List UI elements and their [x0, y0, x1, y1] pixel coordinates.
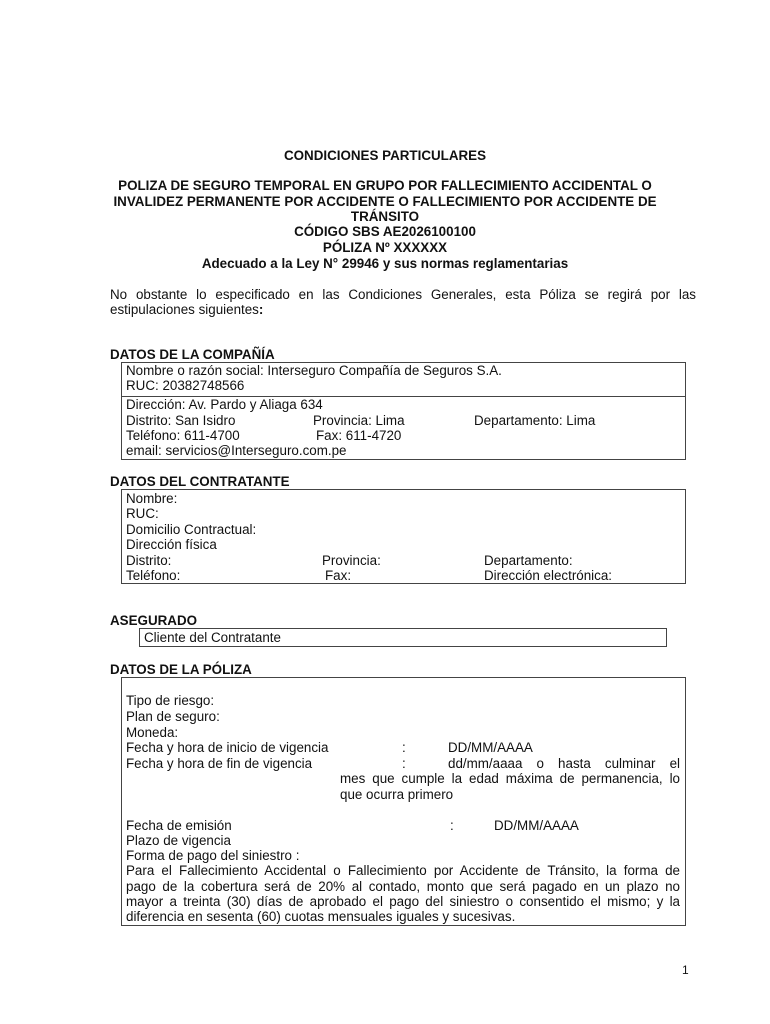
contractor-domicile: Domicilio Contractual:: [126, 522, 257, 537]
sbs-code: CÓDIGO SBS AE2026100100: [294, 224, 476, 239]
end-date-colon: :: [402, 756, 406, 771]
contractor-district: Distrito:: [126, 553, 172, 568]
currency: Moneda:: [126, 725, 179, 740]
payment-paragraph-line-3: mayor a treinta (30) días de aprobado el pago del siniestro o consentido el mismo; y la: [126, 894, 680, 909]
company-fax: Fax: 611-4720: [316, 428, 402, 443]
company-department: Departamento: Lima: [474, 413, 596, 428]
policy-title-line-3: TRÁNSITO: [350, 209, 420, 224]
contractor-department: Departamento:: [484, 553, 573, 568]
section-title: CONDICIONES PARTICULARES: [283, 148, 487, 163]
company-address: Dirección: Av. Pardo y Aliaga 634: [126, 397, 323, 412]
company-ruc: RUC: 20382748566: [126, 378, 245, 393]
contractor-phone: Teléfono:: [126, 568, 181, 583]
claim-payment-form: Forma de pago del siniestro :: [126, 848, 300, 863]
contractor-fax: Fax:: [325, 568, 352, 583]
issue-date-value: DD/MM/AAAA: [494, 818, 579, 833]
start-date-colon: :: [402, 740, 406, 755]
issue-date-label: Fecha de emisión: [126, 818, 232, 833]
end-date-value-line-1: dd/mm/aaaa o hasta culminar el: [448, 756, 680, 771]
contractor-ruc: RUC:: [126, 506, 159, 521]
policy-title-line-1: POLIZA DE SEGURO TEMPORAL EN GRUPO POR FALLECIMIENTO ACCIDENTAL O: [118, 178, 652, 193]
policy-term: Plazo de vigencia: [126, 833, 231, 848]
company-phone: Teléfono: 611-4700: [126, 428, 240, 443]
contractor-email: Dirección electrónica:: [484, 568, 613, 583]
insured-value: Cliente del Contratante: [144, 630, 281, 645]
contractor-heading: DATOS DEL CONTRATANTE: [110, 474, 290, 489]
intro-line-1: No obstante lo especificado en las Condiciones Generales, esta Póliza se regirá por las: [110, 287, 696, 302]
start-date-label: Fecha y hora de inicio de vigencia: [126, 740, 329, 755]
payment-paragraph-line-2: pago de la cobertura será de 20% al contado, monto que será pagado en un plazo no: [126, 879, 680, 894]
company-email: email: servicios@Interseguro.com.pe: [126, 443, 347, 458]
company-province: Provincia: Lima: [313, 413, 405, 428]
policy-title-line-2: INVALIDEZ PERMANENTE POR ACCIDENTE O FALLECIMIENTO POR ACCIDENTE DE: [113, 194, 657, 209]
contractor-physical-address: Dirección física: [126, 537, 217, 552]
end-date-label: Fecha y hora de fin de vigencia: [126, 756, 313, 771]
start-date-value: DD/MM/AAAA: [448, 740, 533, 755]
company-name: Nombre o razón social: Interseguro Compañía de Seguros S.A.: [126, 363, 502, 378]
law-reference: Adecuado a la Ley N° 29946 y sus normas reglamentarias: [201, 256, 569, 271]
risk-type: Tipo de riesgo:: [126, 693, 215, 708]
end-date-value-line-3: que ocurra primero: [340, 787, 454, 802]
policy-data-heading: DATOS DE LA PÓLIZA: [110, 662, 252, 677]
contractor-name: Nombre:: [126, 491, 178, 506]
end-date-value-line-2: mes que cumple la edad máxima de permanencia, lo: [340, 771, 680, 786]
insured-heading: ASEGURADO: [110, 613, 198, 628]
issue-date-colon: :: [450, 818, 454, 833]
page-number: 1: [682, 963, 689, 977]
company-district: Distrito: San Isidro: [126, 413, 236, 428]
intro-line-2: estipulaciones siguientes:: [110, 302, 264, 317]
payment-paragraph-line-1: Para el Fallecimiento Accidental o Fallecimiento por Accidente de Tránsito, la forma de: [126, 863, 680, 878]
policy-number: PÓLIZA Nº XXXXXX: [322, 240, 448, 255]
insurance-plan: Plan de seguro:: [126, 709, 220, 724]
contractor-province: Provincia:: [322, 553, 381, 568]
payment-paragraph-line-4: diferencia en sesenta (60) cuotas mensuales iguales y sucesivas.: [126, 909, 516, 924]
company-heading: DATOS DE LA COMPAÑÍA: [110, 347, 275, 362]
